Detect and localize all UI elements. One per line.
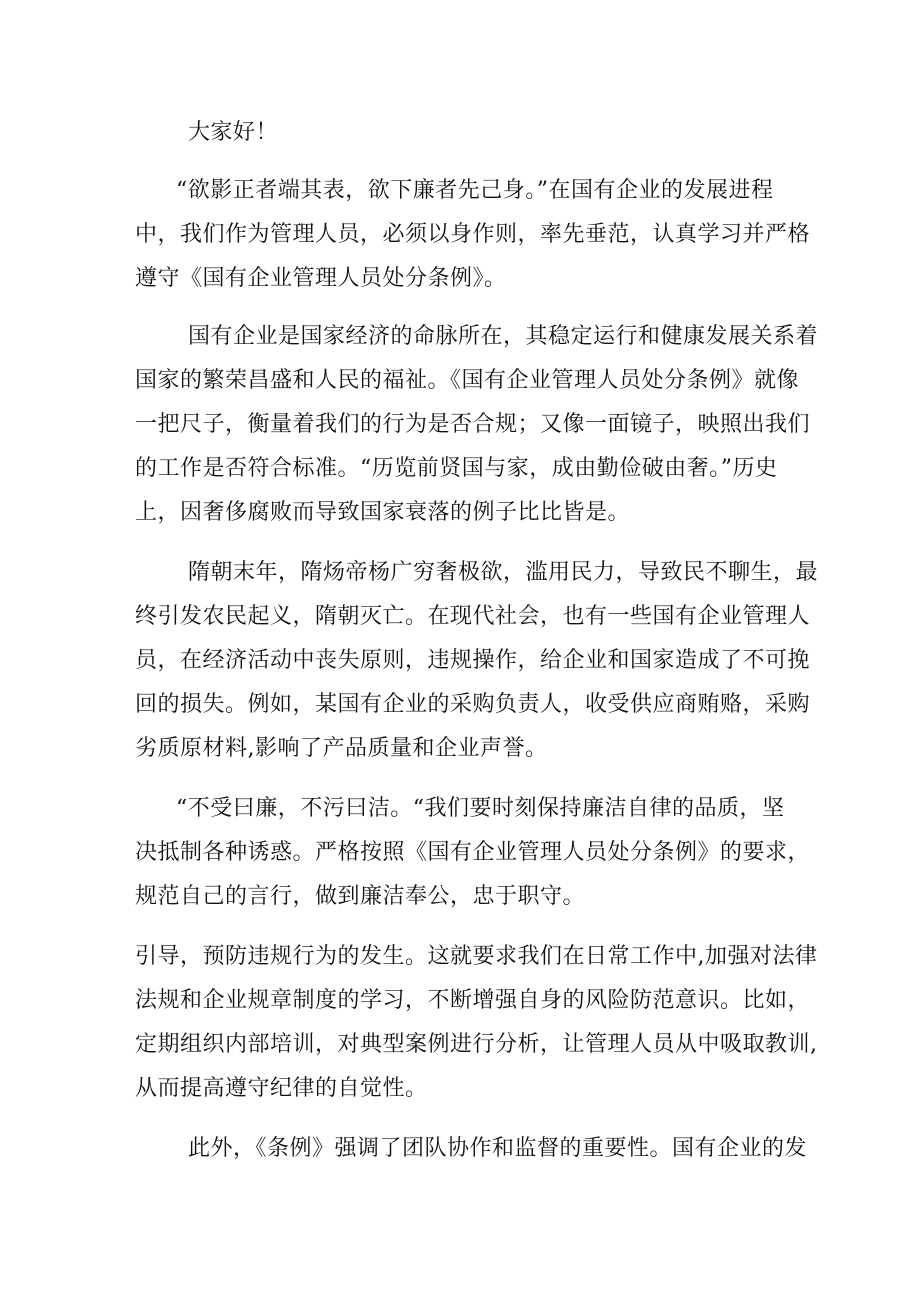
paragraph-2-line-2: 国家的繁荣昌盛和人民的福祉。《国有企业管理人员处分条例》就像	[135, 368, 800, 393]
paragraph-4-line-1: “不受曰廉，不污曰洁。“我们要时刻保持廉洁自律的品质，坚	[176, 796, 785, 821]
paragraph-3-line-4: 回的损失。例如，某国有企业的采购负责人，收受供应商贿赂，采购	[135, 692, 811, 717]
paragraph-4-line-2: 决抵制各种诱惑。严格按照《国有企业管理人员处分条例》的要求，	[135, 840, 811, 865]
paragraph-3-line-2: 终引发农民起义，隋朝灭亡。在现代社会，也有一些国有企业管理人	[135, 604, 811, 629]
paragraph-5-line-2: 法规和企业规章制度的学习，不断增强自身的风险防范意识。比如，	[135, 988, 811, 1013]
paragraph-5-line-1: 引导，预防违规行为的发生。这就要求我们在日常工作中,加强对法律	[135, 944, 818, 969]
paragraph-3-line-3: 员，在经济活动中丧失原则，违规操作，给企业和国家造成了不可挽	[135, 648, 811, 673]
paragraph-1-line-3: 遵守《国有企业管理人员处分条例》。	[135, 266, 507, 291]
paragraph-6-line-1: 此外，《条例》强调了团队协作和监督的重要性。国有企业的发	[188, 1136, 808, 1161]
paragraph-1-line-2: 中，我们作为管理人员，必须以身作则，率先垂范，认真学习并严格	[135, 222, 811, 247]
paragraph-3-line-1: 隋朝末年，隋炀帝杨广穷奢极欲，滥用民力，导致民不聊生，最	[188, 560, 819, 585]
paragraph-5-line-4: 从而提高遵守纪律的自觉性。	[135, 1076, 428, 1101]
greeting-text: 大家好！	[188, 120, 279, 145]
paragraph-2-line-1: 国有企业是国家经济的命脉所在，其稳定运行和健康发展关系着	[188, 324, 819, 349]
paragraph-3-line-5: 劣质原材料,影响了产品质量和企业声誉。	[135, 736, 548, 761]
paragraph-1-line-1: “欲影正者端其表，欲下廉者先己身。”在国有企业的发展进程	[176, 178, 774, 203]
paragraph-4-line-3: 规范自己的言行，做到廉洁奉公，忠于职守。	[135, 884, 586, 909]
paragraph-2-line-3: 一把尺子，衡量着我们的行为是否合规；又像一面镜子，映照出我们	[135, 412, 811, 437]
paragraph-2-line-4: 的工作是否符合标准。“历览前贤国与家，成由勤俭破由奢。”历史	[135, 456, 778, 481]
paragraph-2-line-5: 上，因奢侈腐败而导致国家衰落的例子比比皆是。	[135, 500, 631, 525]
paragraph-5-line-3: 定期组织内部培训，对典型案例进行分析，让管理人员从中吸取教训,	[135, 1032, 818, 1057]
